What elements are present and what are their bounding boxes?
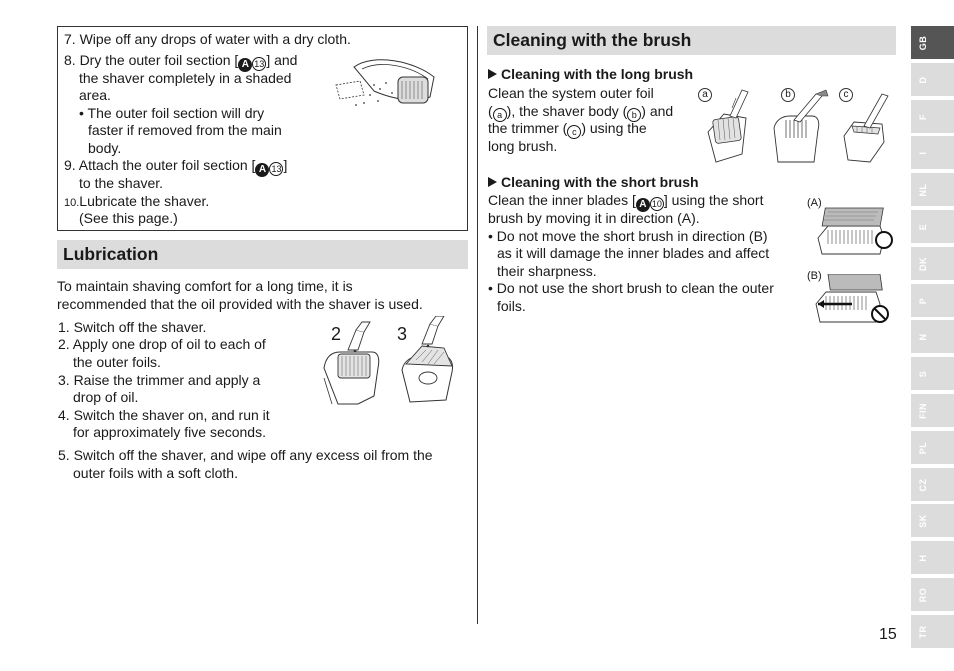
language-tab-label: H [918, 554, 928, 561]
step-10-line1: 10.Lubricate the shaver. [64, 193, 210, 209]
language-tab-label: F [918, 113, 928, 120]
ref-a-icon: A [238, 58, 252, 72]
ref-b-circle-icon: b [627, 108, 641, 122]
language-tab-n[interactable] [911, 320, 954, 353]
lube-step-2-line2: the outer foils. [73, 354, 161, 370]
language-tab-label: I [918, 150, 928, 155]
step-8-line1: 8. Dry the outer foil section [ A 13 ] and [64, 52, 298, 70]
cleaning-heading: Cleaning with the brush [487, 26, 896, 55]
lube-step-4-line1: 4. Switch the shaver on, and run it [58, 407, 270, 423]
note-line1: • The outer foil section will dry [79, 105, 265, 121]
short-brush-bullet2-line1: • Do not use the short brush to clean the outer [488, 280, 774, 296]
language-tab-label: CZ [918, 478, 928, 491]
drying-foil-illustration [334, 55, 444, 113]
short-brush-bullet1-line3: their sharpness. [497, 263, 597, 279]
figure-label-3: 3 [397, 324, 408, 344]
long-brush-line4: long brush. [488, 138, 558, 154]
lube-step-3-line1: 3. Raise the trimmer and apply a [58, 372, 261, 388]
language-tab-label: N [918, 333, 928, 340]
language-tab-tr[interactable] [911, 615, 954, 648]
lubrication-intro-line1: To maintain shaving comfort for a long time, it is [57, 278, 353, 294]
language-tab-sk[interactable] [911, 504, 954, 537]
figure-label-B: (B) [807, 270, 822, 282]
figure-label-c: c [839, 88, 853, 102]
language-tab-nl[interactable] [911, 173, 954, 206]
page-number: 15 [879, 626, 897, 643]
short-brush-illustration-A [814, 204, 894, 264]
ref-a-icon: A [636, 198, 650, 212]
short-brush-line2: brush by moving it in direction (A). [488, 210, 700, 226]
step-9-line1: 9. Attach the outer foil section [ A 13 ] [64, 157, 288, 175]
language-tab-label: E [918, 223, 928, 230]
long-brush-heading: Cleaning with the long brush [488, 66, 693, 84]
lubrication-intro-line2: recommended that the oil provided with the shaver is used. [57, 296, 423, 312]
lube-step-5-line1: 5. Switch off the shaver, and wipe off any excess oil from the [58, 447, 433, 463]
column-divider [477, 26, 478, 624]
figure-label-A: (A) [807, 197, 822, 209]
ref-a-icon: A [255, 163, 269, 177]
language-tab-dk[interactable] [911, 247, 954, 280]
long-brush-line2: ( a ), the shaver body ( b ) and [488, 103, 674, 120]
language-tab-s[interactable] [911, 357, 954, 390]
language-tab-label: SK [918, 513, 928, 528]
long-brush-line3: the trimmer ( c ) using the [488, 120, 647, 137]
language-tab-d[interactable] [911, 63, 954, 96]
long-brush-line1: Clean the system outer foil [488, 85, 654, 101]
lubrication-heading: Lubrication [57, 240, 468, 269]
language-tab-gb[interactable] [911, 26, 954, 59]
step-8-line3: area. [79, 87, 111, 103]
language-tab-label: D [918, 76, 928, 83]
language-tab-pl[interactable] [911, 431, 954, 464]
step-10-line2: (See this page.) [79, 210, 178, 226]
ref-number-icon: 10 [651, 199, 662, 209]
short-brush-line1: Clean the inner blades [ A 10 ] using the short [488, 192, 764, 210]
lube-step-3-line2: drop of oil. [73, 389, 139, 405]
language-tab-label: NL [918, 183, 928, 196]
language-tab-h[interactable] [911, 541, 954, 574]
ref-number-icon: 13 [271, 164, 282, 174]
step-7: 7. Wipe off any drops of water with a dry cloth. [64, 31, 351, 47]
language-tab-label: P [918, 297, 928, 304]
triangle-bullet-icon [488, 177, 497, 187]
short-brush-bullet1-line1: • Do not move the short brush in direction (B) [488, 228, 768, 244]
lube-step-2-line1: 2. Apply one drop of oil to each of [58, 336, 266, 352]
language-tab-i[interactable] [911, 136, 954, 169]
note-line2: faster if removed from the main [88, 122, 282, 138]
language-tab-f[interactable] [911, 100, 954, 133]
note-line3: body. [88, 140, 122, 156]
language-tab-label: DK [918, 256, 928, 271]
language-tab-label: TR [918, 625, 928, 638]
language-tab-ro[interactable] [911, 578, 954, 611]
language-tab-cz[interactable] [911, 468, 954, 501]
ref-number-icon: 13 [254, 59, 265, 69]
language-tab-label: S [918, 370, 928, 377]
lube-step-5-line2: outer foils with a soft cloth. [73, 465, 238, 481]
language-tab-p[interactable] [911, 284, 954, 317]
language-tab-e[interactable] [911, 210, 954, 243]
short-brush-bullet1-line2: as it will damage the inner blades and affect [497, 245, 770, 261]
language-tab-label: FIN [918, 402, 928, 419]
language-tab-label: PL [918, 441, 928, 454]
ref-c-circle-icon: c [567, 125, 581, 139]
top-steps-box [57, 26, 468, 231]
ref-a-circle-icon: a [493, 108, 507, 122]
language-tab-fin[interactable] [911, 394, 954, 427]
figure-label-a: a [698, 88, 712, 102]
triangle-bullet-icon [488, 69, 497, 79]
short-brush-bullet2-line2: foils. [497, 298, 526, 314]
short-brush-heading: Cleaning with the short brush [488, 174, 699, 192]
step-9-line2: to the shaver. [79, 175, 164, 191]
language-tab-label: RO [918, 587, 928, 602]
short-brush-illustration-B [812, 274, 894, 334]
language-tab-label: GB [918, 35, 928, 50]
lube-step-1: 1. Switch off the shaver. [58, 319, 207, 335]
lube-step-4-line2: for approximately five seconds. [73, 424, 266, 440]
step-8-line2: the shaver completely in a shaded [79, 70, 292, 86]
figure-label-2: 2 [331, 324, 342, 344]
figure-label-b: b [781, 88, 795, 102]
